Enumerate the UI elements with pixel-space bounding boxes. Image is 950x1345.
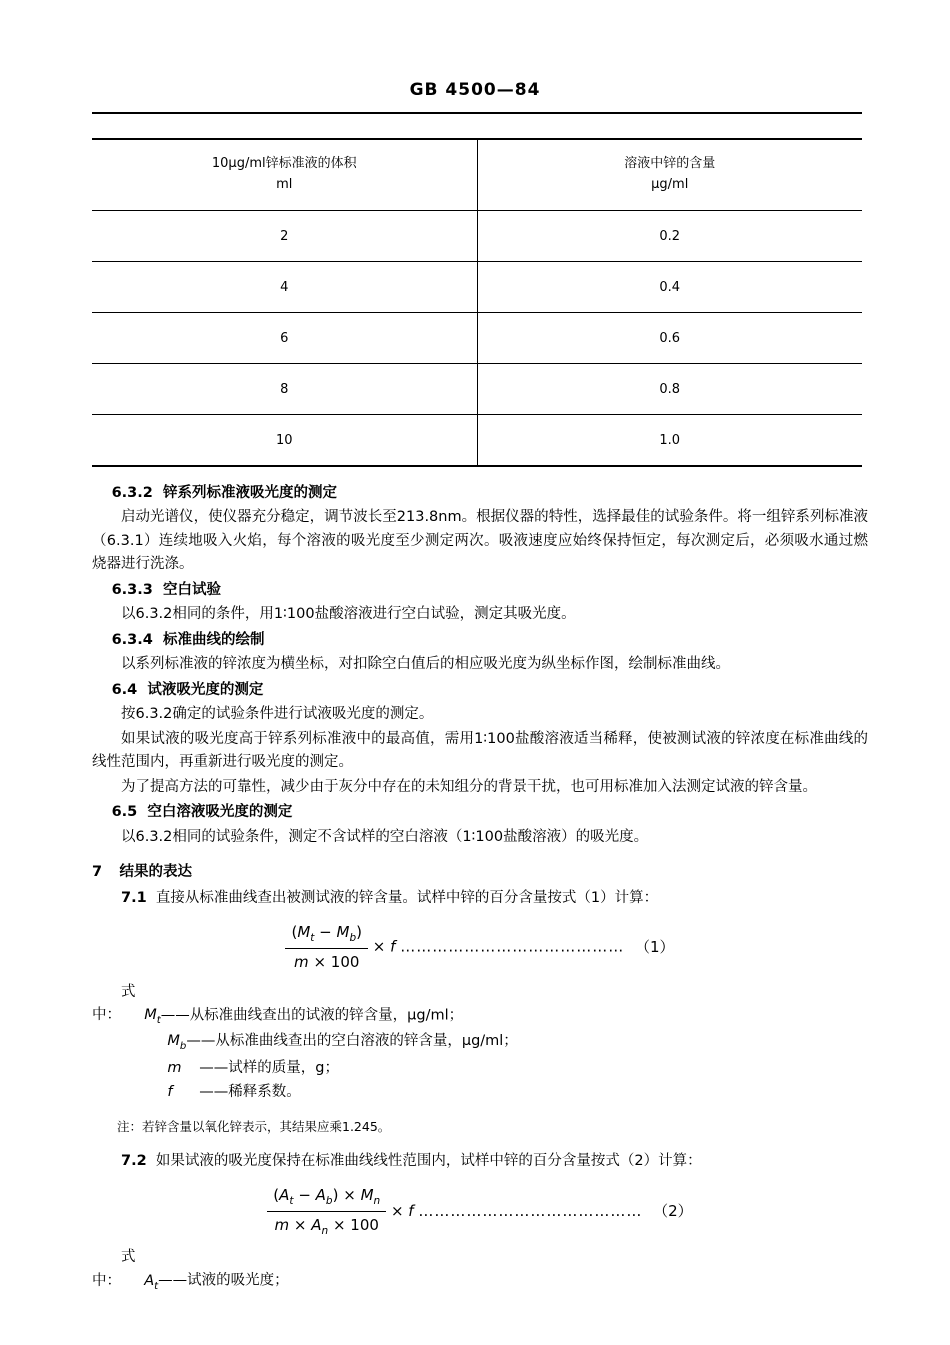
- page-title: GB 4500—84: [409, 80, 541, 100]
- section-title: 空白溶液吸光度的测定: [147, 804, 293, 821]
- section-number: 7: [92, 864, 103, 881]
- section-heading-7: [92, 861, 868, 884]
- table-header-cell-concentration: [477, 139, 862, 211]
- section-number: 6.3.4: [111, 631, 153, 648]
- formula-2-factor: × f: [390, 1202, 414, 1221]
- section-heading-6-5: [92, 801, 868, 824]
- paragraph-6-4-3: 为了提高方法的可靠性，减少由于灰分中存在的未知组分的背景干扰，也可用标准加入法测定试液的锌含量。: [121, 778, 817, 795]
- where-2-text-0: ——试液的吸光度；: [158, 1272, 289, 1289]
- cell-volume: 6: [92, 313, 477, 364]
- section-heading-6-4: [92, 679, 868, 702]
- section-number: 6.5: [111, 804, 138, 821]
- table: [92, 138, 862, 467]
- paragraph-6-4-2: 如果试液的吸光度高于锌系列标准液中的最高值，需用1∶100盐酸溶液适当稀释，使被测试液的锌浓度在标准曲线的线性范围内，再重新进行吸光度的测定。: [92, 730, 868, 771]
- where-1-text-3: ——稀释系数。: [199, 1084, 301, 1101]
- where-1-text-0: ——从标准曲线查出的试液的锌含量，μg/ml；: [160, 1007, 464, 1024]
- formula-2-dots: ……………………………………: [418, 1202, 643, 1221]
- paragraph-6-3-3: 以6.3.2相同的条件，用1∶100盐酸溶液进行空白试验，测定其吸光度。: [121, 606, 576, 623]
- paragraph-7-2-text: 如果试液的吸光度保持在标准曲线线性范围内，试样中锌的百分含量按式（2）计算：: [155, 1152, 702, 1169]
- cell-concentration: 0.2: [477, 211, 862, 262]
- table-row: [92, 415, 862, 467]
- section-number: 6.3.3: [111, 581, 153, 598]
- section-number-7-1: 7.1: [121, 889, 147, 906]
- table-row: [92, 313, 862, 364]
- cell-concentration: 1.0: [477, 415, 862, 467]
- where-block-1: [92, 981, 868, 1105]
- formula-1-denominator: m × 100: [294, 953, 360, 972]
- where-1-lead-line: [92, 981, 868, 1030]
- where-1-item-3: [92, 1081, 868, 1104]
- cell-concentration: 0.4: [477, 262, 862, 313]
- where-1-text-1: ——从标准曲线查出的空白溶液的锌含量，μg/ml；: [186, 1033, 518, 1050]
- header-divider: [92, 112, 862, 114]
- note-1: 注：若锌含量以氧化锌表示，其结果应乘1.245。: [117, 1119, 391, 1135]
- where-1-sym-2: m: [167, 1059, 182, 1076]
- where-1-sym-0: $M_t$: [144, 1007, 161, 1026]
- document-content: [92, 480, 868, 1295]
- section-title: 标准曲线的绘制: [163, 631, 265, 648]
- paragraph-7-1: [92, 887, 868, 910]
- cell-volume: 8: [92, 364, 477, 415]
- cell-concentration: 0.6: [477, 313, 862, 364]
- paragraph-7-2: [92, 1150, 868, 1173]
- formula-1-factor: × f: [372, 937, 396, 956]
- formula-1-dots: ……………………………………: [400, 937, 625, 956]
- paragraph-6-5: 以6.3.2相同的试验条件，测定不含试样的空白溶液（1∶100盐酸溶液）的吸光度。: [121, 828, 649, 845]
- table-row: [92, 211, 862, 262]
- section-title: 试液吸光度的测定: [147, 681, 264, 698]
- table-row: [92, 364, 862, 415]
- where-2-sym-0: $A_t$: [144, 1272, 159, 1292]
- cell-volume: 4: [92, 262, 477, 313]
- where-2-lead: 式中：: [92, 1249, 136, 1289]
- formula-2-fraction: [267, 1183, 386, 1240]
- formula-2-number: （2）: [653, 1202, 693, 1221]
- where-1-lead: 式中：: [92, 983, 136, 1024]
- table-header-line1: 溶液中锌的含量: [624, 156, 716, 172]
- section-number-7-2: 7.2: [121, 1152, 147, 1169]
- paragraph-6-3-2: 启动光谱仪，使仪器充分稳定，调节波长至213.8nm。根据仪器的特性，选择最佳的试验条件。将一组锌系列标准液（6.3.1）连续地吸入火焰，每个溶液的吸光度至少测定两次。吸液速度应始终保持恒定，每次测定后，必须吸水通过燃烧器进行洗涤。: [92, 509, 868, 573]
- where-1-sym-1: $M_b$: [167, 1033, 187, 1053]
- formula-1-numerator: $(M_t - M_b)$: [285, 920, 368, 949]
- table-header-line1: 10μg/ml锌标准液的体积: [211, 156, 357, 172]
- section-heading-6-3-3: [92, 579, 868, 602]
- table-header-cell-volume: [92, 139, 477, 211]
- cell-volume: 2: [92, 211, 477, 262]
- paragraph-6-3-4: 以系列标准液的锌浓度为横坐标，对扣除空白值后的相应吸光度为纵坐标作图，绘制标准曲线。: [121, 656, 730, 673]
- section-number: 6.4: [111, 681, 138, 698]
- where-1-text-2: ——试样的质量，g；: [199, 1059, 339, 1076]
- section-number: 6.3.2: [111, 485, 153, 501]
- section-title: 结果的表达: [119, 864, 192, 881]
- formula-2: [92, 1183, 868, 1240]
- table-body: [92, 211, 862, 467]
- table-row: [92, 262, 862, 313]
- section-title: 空白试验: [163, 581, 221, 598]
- paragraph-6-4-1: 按6.3.2确定的试验条件进行试液吸光度的测定。: [121, 706, 434, 723]
- table-header-row: [92, 139, 862, 211]
- table-head: [92, 139, 862, 211]
- table-header-line2: ml: [276, 177, 293, 192]
- section-heading-6-3-2: [92, 482, 868, 505]
- section-title: 锌系列标准液吸光度的测定: [163, 485, 337, 501]
- paragraph-7-1-text: 直接从标准曲线查出被测试液的锌含量。试样中锌的百分含量按式（1）计算：: [155, 889, 659, 906]
- formula-1-number: （1）: [634, 937, 675, 956]
- where-1-item-1: [92, 1030, 868, 1055]
- formula-1-fraction: [285, 920, 368, 974]
- where-2-lead-line: [92, 1246, 868, 1295]
- cell-volume: 10: [92, 415, 477, 467]
- formula-1: [92, 920, 868, 974]
- formula-2-numerator: $(A_t - A_b) \times M_n$: [267, 1183, 386, 1212]
- formula-2-denominator: $m \times A_n \times 100$: [274, 1216, 379, 1238]
- section-heading-6-3-4: [92, 629, 868, 652]
- where-1-item-2: [92, 1057, 868, 1080]
- where-1-sym-3: f: [167, 1084, 173, 1101]
- where-block-2: [92, 1246, 868, 1295]
- cell-concentration: 0.8: [477, 364, 862, 415]
- standard-solution-table: [92, 138, 862, 467]
- table-header-line2: μg/ml: [651, 177, 689, 192]
